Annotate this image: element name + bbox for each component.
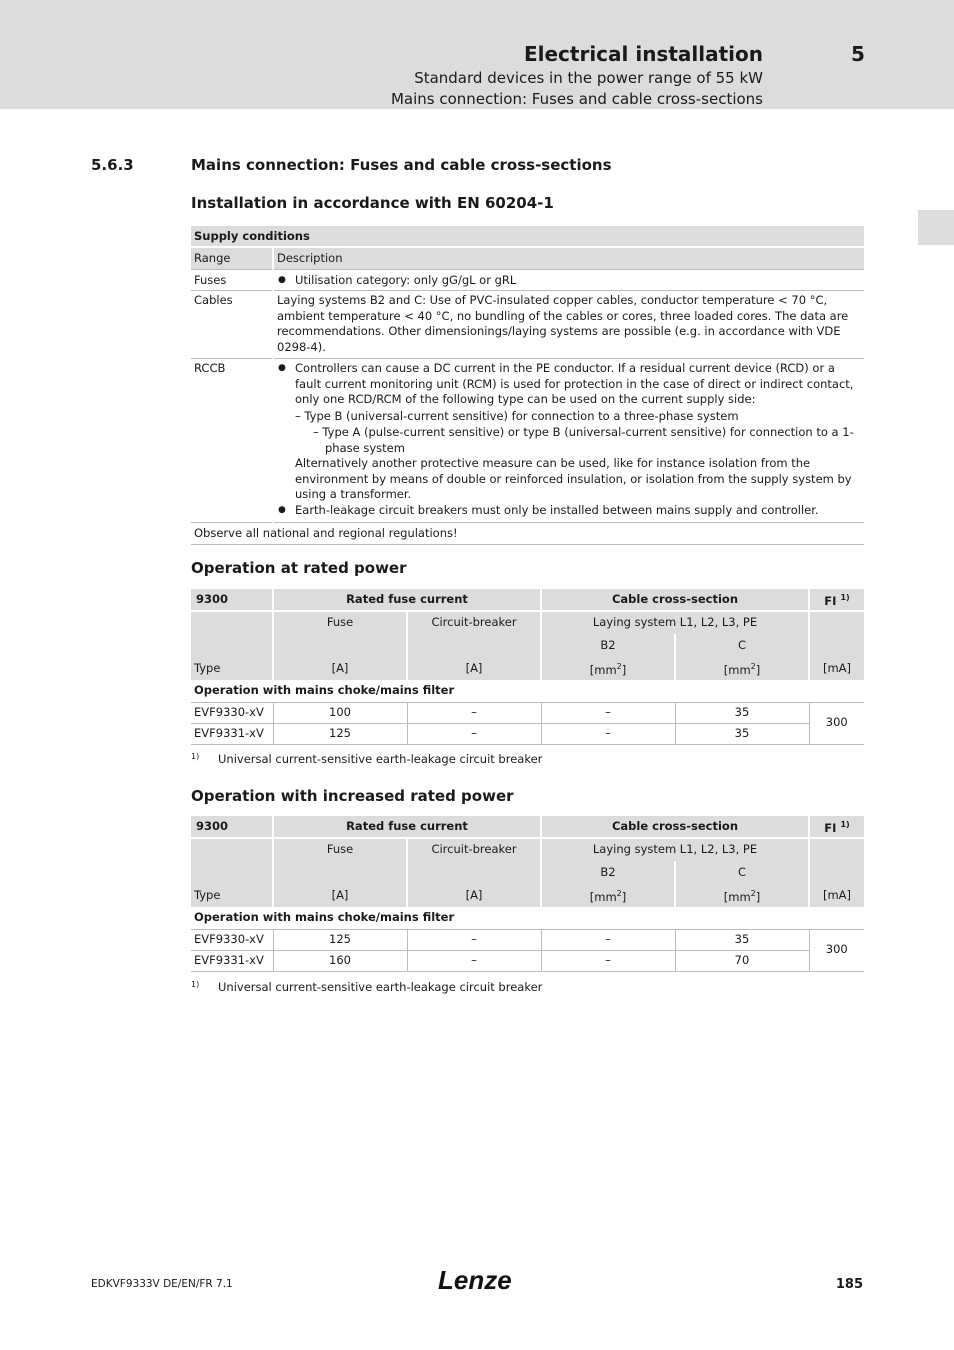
cable-cs-header: Cable cross-section (541, 816, 809, 838)
supply-conditions-table (191, 224, 864, 545)
lenze-logo (438, 1266, 514, 1294)
series-header: 9300 (191, 816, 273, 838)
cb-header: Circuit-breaker (407, 611, 541, 634)
c-header: C (675, 861, 809, 884)
bullet-item: ● Utilisation category: only gG/gL or gRL (277, 273, 861, 289)
laying-header: Laying system L1, L2, L3, PE (541, 611, 809, 634)
page-number: 185 (835, 1277, 863, 1292)
row-desc-fuses (273, 269, 864, 291)
fuse-header: Fuse (273, 838, 407, 861)
fuse-header: Fuse (273, 611, 407, 634)
col-range: Range (191, 247, 273, 269)
installation-heading: Installation in accordance with EN 60204-1 (191, 194, 554, 212)
bullet-item: ● Controllers can cause a DC current in the PE conductor. If a residual current device (RCD) or a fault current monitoring unit (RCM) is used for protection in the case of direct or indirect contact, only one RCD/RCM of the following type can be used on the current supply side: (277, 361, 861, 408)
row-desc-rccb (273, 359, 864, 523)
cb-header: Circuit-breaker (407, 838, 541, 861)
dash-item: – Type B (universal-current sensitive) for connection to a three-phase system (295, 408, 739, 423)
type-header: Type (191, 657, 273, 680)
table-row: EVF9330-xV 100 – – 35 300 (191, 702, 864, 723)
table-title: Supply conditions (191, 225, 864, 247)
fi-header: FI $^{1)}$ (809, 589, 864, 611)
unit-ma: [mA] (809, 657, 864, 680)
unit-a: [A] (273, 657, 407, 680)
dash-item: – Type A (pulse-current sensitive) or type B (universal-current sensitive) for connection to a 1-phase system (313, 425, 854, 455)
row-desc-cables: Laying systems B2 and C: Use of PVC-insulated copper cables, conductor temperature < 70 °C, ambient temperature < 40 °C, no bundling of the cables or cores, three loaded cores. The data are recommendations. Other dimensionings/laying systems are possible (e.g. in accordance with VDE 0298-4). (273, 291, 864, 359)
b2-header: B2 (541, 634, 675, 657)
bullet-item: ● Earth-leakage circuit breakers must only be installed between mains supply and controller. (277, 503, 861, 519)
series-header: 9300 (191, 589, 273, 611)
document-id: EDKVF9333V DE/EN/FR 7.1 (91, 1278, 233, 1290)
row-label-cables: Cables (191, 291, 273, 359)
rated-fuse-header: Rated fuse current (273, 816, 541, 838)
header-subtitle-1: Standard devices in the power range of 55 kW (414, 69, 763, 87)
header-subtitle-2: Mains connection: Fuses and cable cross-sections (390, 90, 763, 108)
unit-mm2: $[mm^2]$ (675, 884, 809, 907)
section-number: 5.6.3 (91, 156, 134, 174)
unit-mm2: $[mm^2]$ (675, 657, 809, 680)
rccb-alternative: Alternatively another protective measure can be used, like for instance isolation from the environment by means of double or reinforced insulation, or isolation from the supply system by using a transformer. (295, 456, 852, 501)
col-description: Description (273, 247, 864, 269)
fi-value: 300 (809, 929, 864, 971)
unit-ma: [mA] (809, 884, 864, 907)
increased-power-heading: Operation with increased rated power (191, 787, 514, 805)
unit-a: [A] (407, 884, 541, 907)
section-title: Mains connection: Fuses and cable cross-sections (191, 156, 612, 174)
chapter-number: 5 (851, 42, 865, 66)
unit-mm2: $[mm^2]$ (541, 657, 675, 680)
type-header: Type (191, 884, 273, 907)
table-row: EVF9331-xV 160 – – 70 (191, 950, 864, 971)
rated-power-heading: Operation at rated power (191, 559, 407, 577)
fi-value: 300 (809, 702, 864, 744)
row-label-rccb: RCCB (191, 359, 273, 523)
fi-header: FI $^{1)}$ (809, 816, 864, 838)
increased-power-table (191, 816, 864, 972)
section-row: Operation with mains choke/mains filter (191, 680, 864, 702)
rated-fuse-header: Rated fuse current (273, 589, 541, 611)
footnote: $^{1)}$ Universal current-sensitive earth-leakage circuit breaker (191, 980, 543, 994)
svg-text:Lenze: Lenze (438, 1266, 512, 1294)
table-row: EVF9331-xV 125 – – 35 (191, 723, 864, 744)
rated-power-table (191, 589, 864, 745)
c-header: C (675, 634, 809, 657)
unit-mm2: $[mm^2]$ (541, 884, 675, 907)
chapter-title: Electrical installation (523, 42, 763, 66)
section-row: Operation with mains choke/mains filter (191, 907, 864, 929)
unit-a: [A] (273, 884, 407, 907)
chapter-side-tab (918, 210, 954, 245)
cable-cs-header: Cable cross-section (541, 589, 809, 611)
unit-a: [A] (407, 657, 541, 680)
observe-note: Observe all national and regional regulations! (191, 523, 864, 545)
footnote: $^{1)}$ Universal current-sensitive earth-leakage circuit breaker (191, 752, 543, 766)
b2-header: B2 (541, 861, 675, 884)
laying-header: Laying system L1, L2, L3, PE (541, 838, 809, 861)
table-row: EVF9330-xV 125 – – 35 300 (191, 929, 864, 950)
row-label-fuses: Fuses (191, 269, 273, 291)
